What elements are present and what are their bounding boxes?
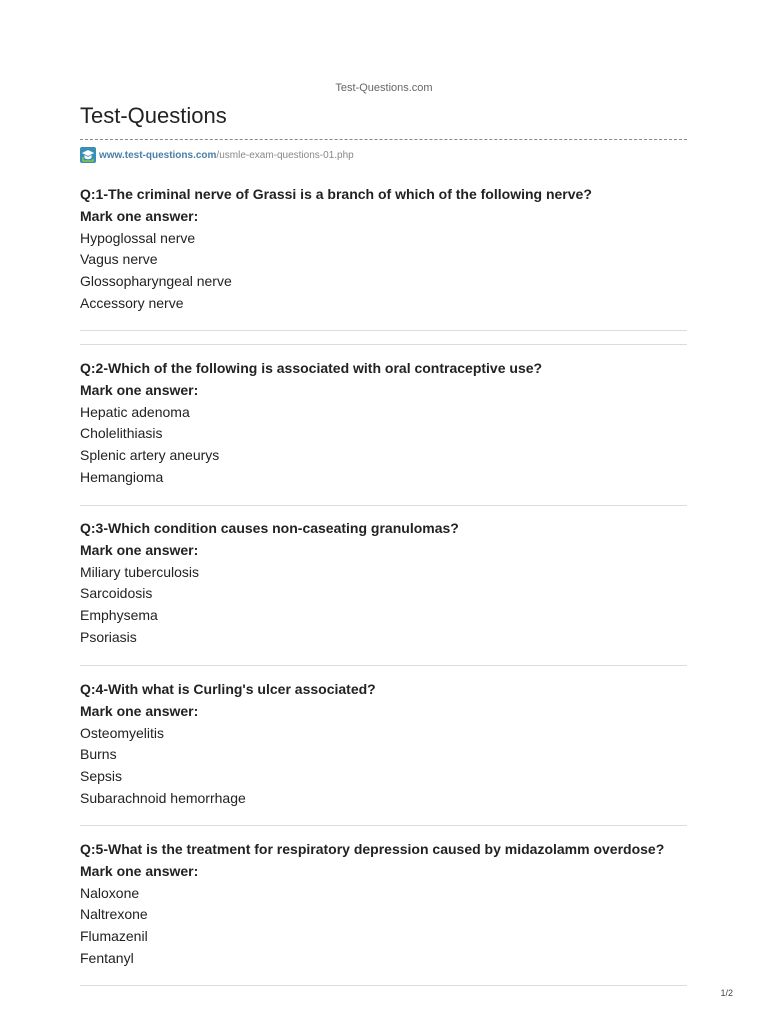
- mark-one-answer-label: Mark one answer:: [80, 207, 199, 224]
- question-text: Q:3-Which condition causes non-caseating granulomas?: [80, 520, 459, 536]
- answer-option[interactable]: Emphysema: [80, 607, 158, 624]
- question-divider: [80, 825, 687, 826]
- question-divider: [80, 665, 687, 666]
- answer-option[interactable]: Psoriasis: [80, 628, 137, 645]
- answer-option[interactable]: Accessory nerve: [80, 294, 184, 311]
- mark-one-answer-label: Mark one answer:: [80, 541, 199, 558]
- question-divider: [80, 330, 687, 331]
- answer-option[interactable]: Vagus nerve: [80, 251, 158, 268]
- answer-option[interactable]: Miliary tuberculosis: [80, 563, 200, 580]
- question-divider: [80, 985, 687, 986]
- answer-option[interactable]: Sarcoidosis: [80, 585, 153, 602]
- source-url-line[interactable]: [80, 147, 354, 163]
- answer-option[interactable]: Sepsis: [80, 768, 123, 785]
- test-questions-logo-icon: [80, 147, 96, 163]
- question-text: Q:5-What is the treatment for respiratory depression caused by midazolamm overdose?: [80, 841, 665, 857]
- dashed-divider: [80, 139, 687, 140]
- answer-option[interactable]: Flumazenil: [80, 928, 148, 945]
- answer-option[interactable]: Glossopharyngeal nerve: [80, 273, 232, 290]
- answer-option[interactable]: Hepatic adenoma: [80, 403, 190, 420]
- site-header: Test-Questions.com: [335, 82, 433, 94]
- answer-option[interactable]: Splenic artery aneurys: [80, 447, 220, 464]
- question-divider: [80, 505, 687, 506]
- question-text: Q:2-Which of the following is associated with oral contraceptive use?: [80, 360, 543, 376]
- answer-option[interactable]: Cholelithiasis: [80, 425, 163, 442]
- page-number: 1/2: [720, 988, 733, 998]
- answer-option[interactable]: Naloxone: [80, 884, 140, 901]
- answer-option[interactable]: Osteomyelitis: [80, 724, 165, 741]
- question-block-5: [80, 839, 687, 970]
- source-domain-link[interactable]: www.test-questions.com: [99, 149, 217, 161]
- question-block-4: [80, 679, 687, 810]
- question-block-1: [80, 184, 687, 315]
- source-path-link[interactable]: /usmle-exam-questions-01.php: [216, 149, 354, 161]
- page-title: Test-Questions: [80, 103, 227, 128]
- answer-option[interactable]: Fentanyl: [80, 949, 134, 966]
- mark-one-answer-label: Mark one answer:: [80, 862, 199, 879]
- question-block-3: [80, 518, 687, 649]
- answer-option[interactable]: Hypoglossal nerve: [80, 229, 196, 246]
- answer-option[interactable]: Burns: [80, 746, 117, 763]
- question-text: Q:4-With what is Curling's ulcer associated?: [80, 681, 376, 697]
- answer-option[interactable]: Subarachnoid hemorrhage: [80, 789, 246, 806]
- mark-one-answer-label: Mark one answer:: [80, 702, 199, 719]
- answer-option[interactable]: Hemangioma: [80, 468, 164, 485]
- question-divider: [80, 344, 687, 345]
- question-block-2: [80, 358, 687, 489]
- question-text: Q:1-The criminal nerve of Grassi is a branch of which of the following nerve?: [80, 186, 592, 202]
- answer-option[interactable]: Naltrexone: [80, 906, 148, 923]
- mark-one-answer-label: Mark one answer:: [80, 381, 199, 398]
